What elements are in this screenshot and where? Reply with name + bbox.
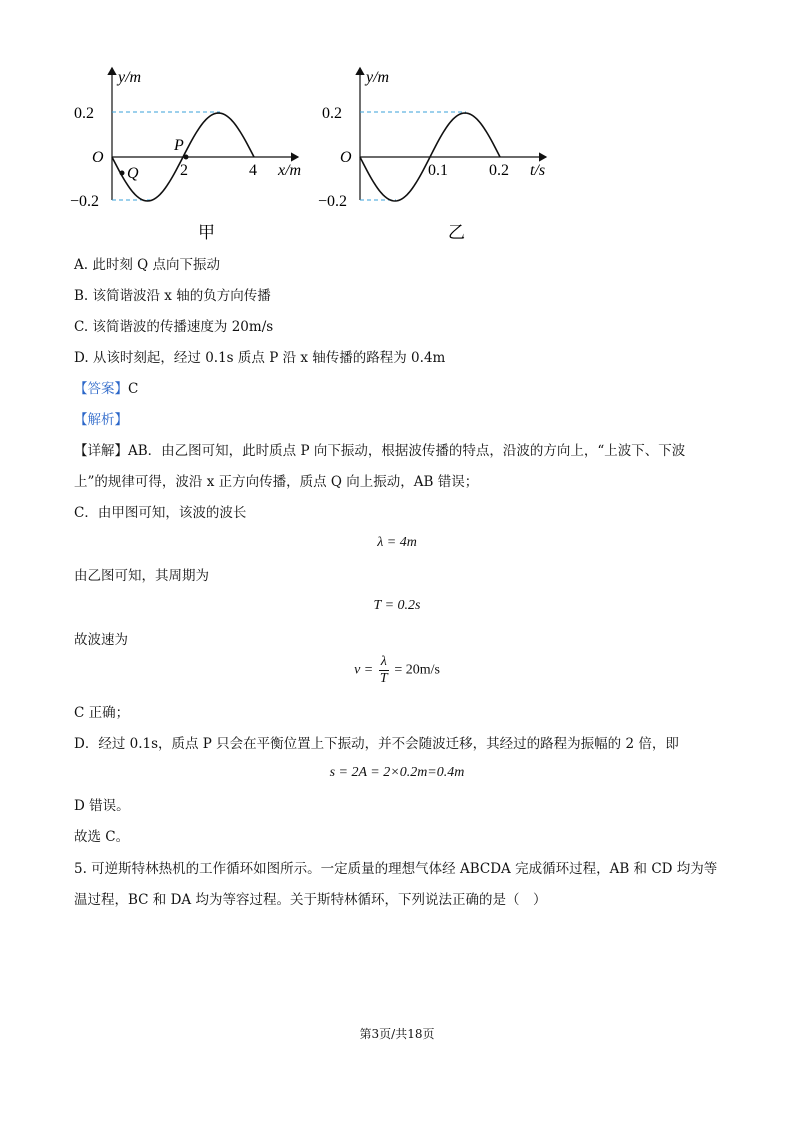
question-5-line-1: 5. 可逆斯特林热机的工作循环如图所示。一定质量的理想气体经 ABCDA 完成循环过程，AB 和 CD 均为等 (74, 861, 718, 877)
detail-tag: 【详解】 (74, 443, 128, 459)
detail-text-1: AB．由乙图可知，此时质点 P 向下振动，根据波传播的特点，沿波的方向上，“上波下、下波 (128, 443, 686, 459)
point-p-label: P (174, 137, 184, 154)
answer-tag: 【答案】 (74, 381, 128, 397)
figure-jia (70, 60, 310, 245)
y-tick-bottom: −0.2 (318, 193, 348, 210)
wave-chart-yi (318, 60, 558, 245)
y-tick-bottom: −0.2 (70, 193, 100, 210)
x-axis-label: x/m (278, 162, 302, 179)
detail-line-1 (74, 441, 685, 461)
fraction-numerator: λ (380, 654, 387, 669)
analysis-line (74, 410, 128, 430)
x-axis-label: t/s (530, 162, 546, 179)
x-tick-4: 4 (249, 162, 257, 179)
equation-speed (0, 654, 794, 687)
question-5-line-2: 温过程，BC 和 DA 均为等容过程。关于斯特林循环，下列说法正确的是（ ） (74, 892, 547, 908)
page-footer: 第3页/共18页 (359, 1027, 435, 1041)
point-q-label: Q (127, 165, 139, 182)
option-d: D. 从该时刻起，经过 0.1s 质点 P 沿 x 轴传播的路程为 0.4m (74, 350, 446, 366)
option-c: C. 该简谐波的传播速度为 20m/s (74, 319, 274, 335)
detail-c-correct: C 正确； (74, 705, 130, 721)
x-tick-0-1: 0.1 (428, 162, 448, 179)
y-tick-top: 0.2 (74, 105, 94, 122)
figure-yi (318, 60, 558, 245)
option-b: B. 该简谐波沿 x 轴的负方向传播 (74, 288, 271, 304)
detail-c-line: C．由甲图可知，该波的波长 (74, 505, 247, 521)
wave-chart-jia (70, 60, 310, 245)
fraction (379, 654, 389, 687)
analysis-tag: 【解析】 (74, 412, 128, 428)
equation-speed-rhs: = 20m/s (394, 662, 440, 678)
figure-caption: 乙 (448, 223, 465, 242)
detail-choose: 故选 C。 (74, 829, 130, 845)
detail-period-line: 由乙图可知，其周期为 (74, 568, 209, 584)
option-a: A. 此时刻 Q 点向下振动 (74, 257, 220, 273)
equation-wavelength: λ = 4m (377, 535, 417, 550)
equation-speed-lhs: v = (354, 662, 374, 678)
x-tick-0-2: 0.2 (489, 162, 509, 179)
detail-line-2: 上”的规律可得，波沿 x 正方向传播，质点 Q 向上振动，AB 错误； (74, 474, 479, 490)
detail-speed-line: 故波速为 (74, 632, 128, 648)
equation-distance: s = 2A = 2×0.2m=0.4m (329, 765, 465, 780)
origin-label: O (92, 149, 104, 166)
y-axis-label: y/m (118, 69, 142, 86)
y-tick-top: 0.2 (322, 105, 342, 122)
answer-value: C (128, 381, 139, 397)
x-tick-2: 2 (180, 162, 188, 179)
equation-period: T = 0.2s (373, 598, 421, 613)
detail-d-wrong: D 错误。 (74, 798, 130, 814)
answer-line (74, 379, 138, 399)
origin-label: O (340, 149, 352, 166)
point-q (120, 171, 125, 176)
fraction-denominator: T (379, 671, 388, 686)
figure-caption: 甲 (198, 223, 215, 242)
point-p (184, 155, 189, 160)
y-axis-label: y/m (366, 69, 390, 86)
detail-d-line: D．经过 0.1s，质点 P 只会在平衡位置上下振动，并不会随波迁移，其经过的路程为振幅的 2 倍，即 (74, 736, 679, 752)
